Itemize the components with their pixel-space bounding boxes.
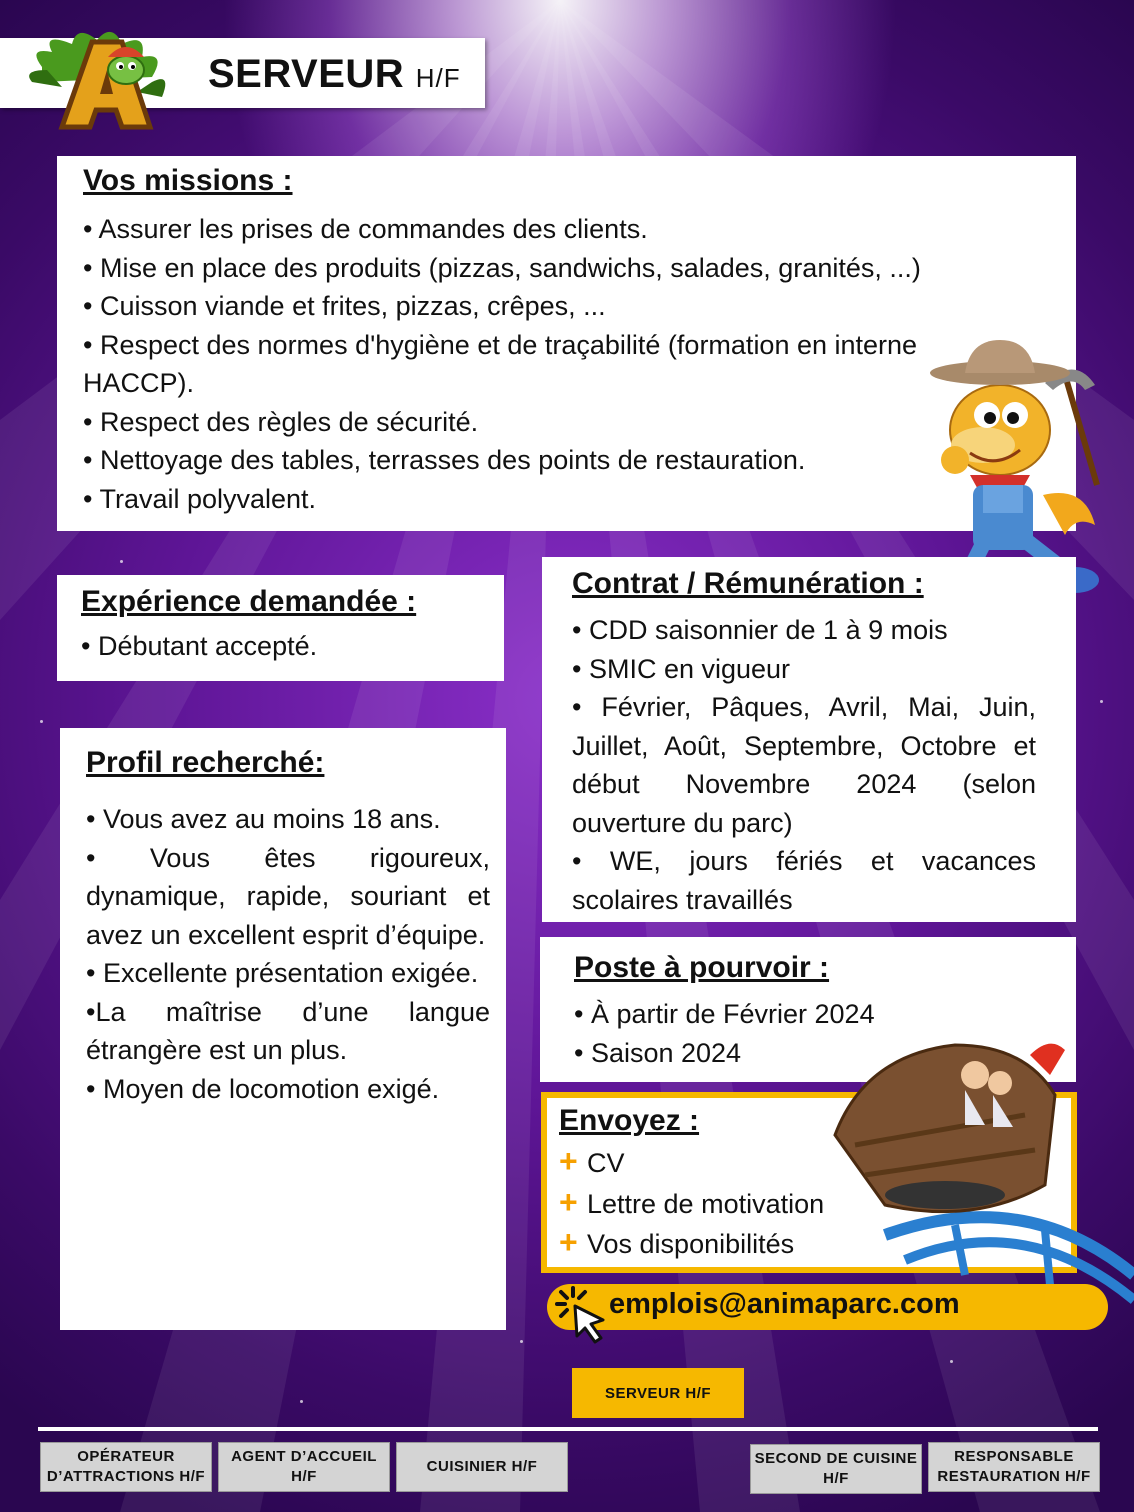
- list-item: • Nettoyage des tables, terrasses des points de restauration.: [83, 445, 806, 475]
- profil-list: [86, 800, 490, 1108]
- list-item: • Mise en place des produits (pizzas, sandwichs, salades, granités, ...): [83, 252, 921, 283]
- contrat-section: [542, 557, 1076, 922]
- nav-cuisinier[interactable]: CUISINIER H/F: [396, 1442, 568, 1492]
- list-item: • Vous avez au moins 18 ans.: [86, 804, 441, 834]
- cursor-click-icon: [551, 1284, 611, 1346]
- poste-heading: Poste à pourvoir :: [574, 951, 830, 984]
- nav-operateur-attractions[interactable]: OPÉRATEUR D’ATTRACTIONS H/F: [40, 1442, 212, 1492]
- contrat-heading: Contrat / Rémunération :: [572, 567, 924, 600]
- email-contact-button[interactable]: [547, 1284, 1108, 1330]
- missions-heading: Vos missions :: [83, 164, 293, 197]
- title-text: SERVEUR: [208, 52, 405, 96]
- plus-icon: +: [559, 1143, 578, 1179]
- list-item: • Vous êtes rigoureux, dynamique, rapide, souriant et avez un excellent esprit d’équipe.: [86, 842, 490, 950]
- list-item: • Assurer les prises de commandes des clients.: [83, 214, 648, 244]
- list-item: • Cuisson viande et frites, pizzas, crêpes, ...: [83, 291, 606, 321]
- sparkle: [120, 560, 123, 563]
- list-item: + CV: [559, 1143, 625, 1179]
- coaster-ride-photo: [825, 1035, 1134, 1305]
- list-item: • Février, Pâques, Avril, Mai, Juin, Juillet, Août, Septembre, Octobre et début Novembre 2024 (selon ouverture du parc): [572, 692, 1036, 838]
- sparkle: [40, 720, 43, 723]
- envoyez-list: [559, 1142, 824, 1264]
- list-item: • WE, jours fériés et vacances scolaires travaillés: [572, 846, 1036, 915]
- animaparc-logo: [22, 22, 172, 134]
- sparkle: [300, 1400, 303, 1403]
- list-item: • CDD saisonnier de 1 à 9 mois: [572, 615, 948, 645]
- list-item: • Travail polyvalent.: [83, 483, 317, 514]
- nav-agent-accueil[interactable]: AGENT D’ACCUEIL H/F: [218, 1442, 390, 1492]
- profil-heading: Profil recherché:: [86, 746, 325, 779]
- contrat-list: [572, 611, 1036, 919]
- missions-section: [57, 156, 1076, 531]
- list-item: • Moyen de locomotion exigé.: [86, 1073, 440, 1104]
- list-item: • Respect des normes d'hygiène et de traçabilité (formation en interne HACCP).: [83, 329, 918, 398]
- title-suffix: H/F: [415, 63, 461, 93]
- list-item: • SMIC en vigueur: [572, 653, 791, 684]
- list-item: •La maîtrise d’une langue étrangère est un plus.: [86, 996, 490, 1065]
- list-item: • Respect des règles de sécurité.: [83, 406, 479, 437]
- list-item: + Lettre de motivation: [559, 1183, 825, 1220]
- experience-section: [57, 575, 504, 681]
- list-item: • Excellente présentation exigée.: [86, 958, 479, 988]
- plus-icon: +: [559, 1183, 578, 1220]
- sparkle: [950, 1360, 953, 1363]
- page-title: [208, 52, 461, 97]
- nav-active-serveur[interactable]: SERVEUR H/F: [572, 1368, 744, 1418]
- plus-icon: +: [559, 1224, 578, 1260]
- list-item: • Saison 2024: [574, 1037, 742, 1068]
- profil-section: [60, 728, 506, 1330]
- experience-heading: Expérience demandée :: [81, 585, 417, 618]
- list-item: + Vos disponibilités: [559, 1224, 795, 1260]
- email-address[interactable]: emplois@animaparc.com: [609, 1288, 960, 1320]
- nav-responsable-restauration[interactable]: RESPONSABLE RESTAURATION H/F: [928, 1442, 1100, 1492]
- sparkle: [1100, 700, 1103, 703]
- nav-divider: [38, 1427, 1098, 1431]
- envoyez-heading: Envoyez :: [559, 1104, 700, 1137]
- nav-second-cuisine[interactable]: SECOND DE CUISINE H/F: [750, 1444, 922, 1494]
- sparkle: [520, 1340, 523, 1343]
- list-item: • À partir de Février 2024: [574, 999, 875, 1029]
- list-item: • Débutant accepté.: [81, 631, 318, 661]
